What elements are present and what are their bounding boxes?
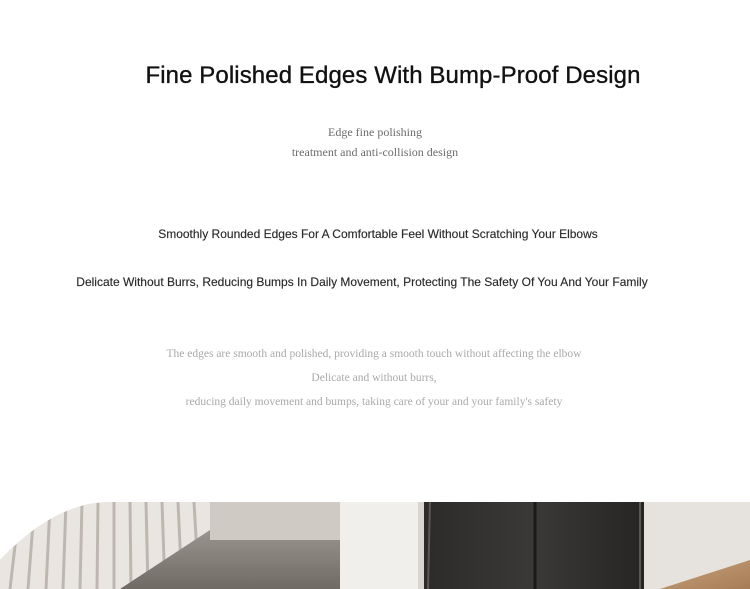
subtitle-line-2: treatment and anti-collision design [291,145,459,159]
description-line-2: Delicate and without burrs, [311,372,437,384]
subtitle-line-1: Edge fine polishing [328,125,422,139]
description-line-3: reducing daily movement and bumps, taking care of your and your family's safety [185,396,563,408]
feature-line-2: Delicate Without Burrs, Reducing Bumps In Daily Movement, Protecting The Safety Of You And Your Family [76,275,648,289]
description-line-1: The edges are smooth and polished, providing a smooth touch without affecting the elbow [166,348,582,360]
page-title: Fine Polished Edges With Bump-Proof Design [145,62,641,89]
product-photo [0,500,750,589]
feature-line-1: Smoothly Rounded Edges For A Comfortable Feel Without Scratching Your Elbows [158,227,598,241]
